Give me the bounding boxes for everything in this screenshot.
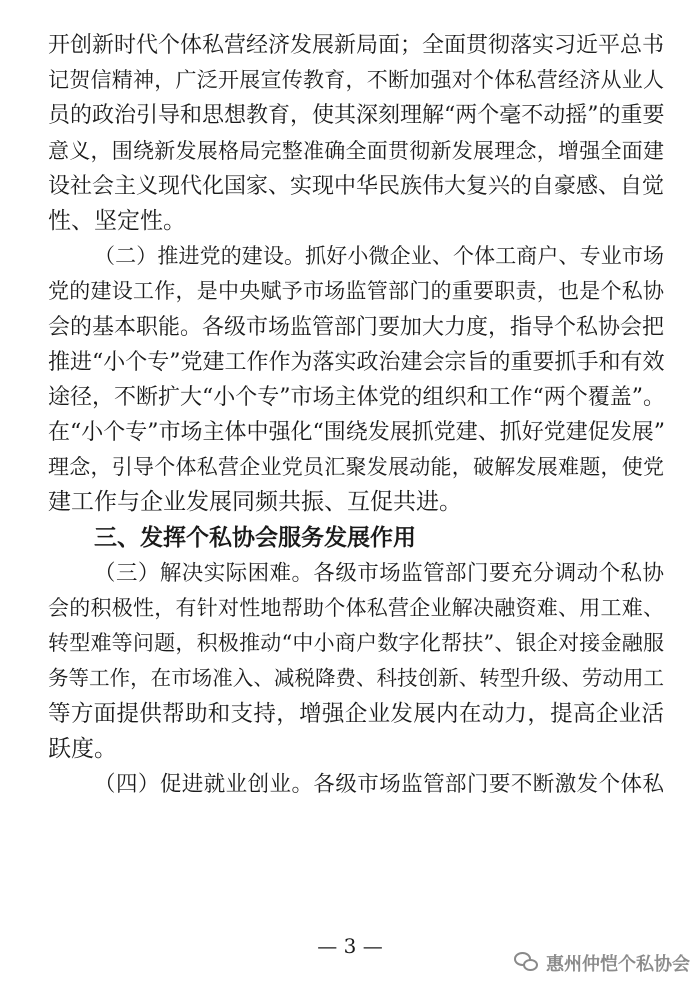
text-line: 会的积极性，有针对性地帮助个体私营企业解决融资难、用工难、 (48, 596, 664, 620)
text-line: 跃度。 (48, 735, 117, 762)
text-line: 设社会主义现代化国家、实现中华民族伟大复兴的自豪感、自觉 (48, 173, 665, 199)
text-line: 推进“小个专”党建工作作为落实政治建会宗旨的重要抓手和有效 (48, 349, 665, 375)
text-line: 性、坚定性。 (48, 207, 186, 234)
text-line: 建工作与企业发展同频共振、互促共进。 (48, 489, 462, 516)
text-line: 会的基本职能。各级市场监管部门要加大力度，指导个私协会把 (48, 314, 665, 340)
text-line: 等方面提供帮助和支持，增强企业发展内在动力，提高企业活 (48, 700, 664, 727)
text-line: 员的政治引导和思想教育，使其深刻理解“两个毫不动摇”的重要 (48, 103, 665, 129)
text-line: 记贺信精神，广泛开展宣传教育，不断加强对个体私营经济从业人 (48, 68, 664, 93)
document-body (48, 28, 664, 802)
text-line: 开创新时代个体私营经济发展新局面；全面贯彻落实习近平总书 (48, 33, 665, 58)
text-line: 意义，围绕新发展格局完整准确全面贯彻新发展理念，增强全面建 (48, 138, 664, 163)
watermark-text: 惠州仲恺个私协会 (546, 954, 690, 975)
wechat-icon (514, 952, 540, 974)
page-number: — 3 — (317, 934, 383, 958)
section-heading: 三、发挥个私协会服务发展作用 (94, 524, 416, 551)
text-line: （四）促进就业创业。各级市场监管部门要不断激发个体私 (94, 771, 664, 797)
text-line: （三）解决实际困难。各级市场监管部门要充分调动个私协 (94, 560, 664, 586)
text-line: 务等工作，在市场准入、减税降费、科技创新、转型升级、劳动用工 (48, 666, 664, 691)
text-line: 转型难等问题，积极推动“中小商户数字化帮扶”、银企对接金融服 (48, 631, 664, 656)
text-line: 理念，引导个体私营企业党员汇聚发展动能，破解发展难题，使党 (48, 455, 664, 480)
text-line: （二）推进党的建设。抓好小微企业、个体工商户、专业市场 (94, 244, 664, 269)
text-line: 途径，不断扩大“小个专”市场主体党的组织和工作“两个覆盖”。 (48, 384, 665, 410)
wechat-watermark (514, 950, 690, 976)
text-line: 党的建设工作，是中央赋予市场监管部门的重要职责，也是个私协 (48, 279, 664, 304)
text-line: 在“小个专”市场主体中强化“围绕发展抓党建、抓好党建促发展” (48, 420, 665, 446)
